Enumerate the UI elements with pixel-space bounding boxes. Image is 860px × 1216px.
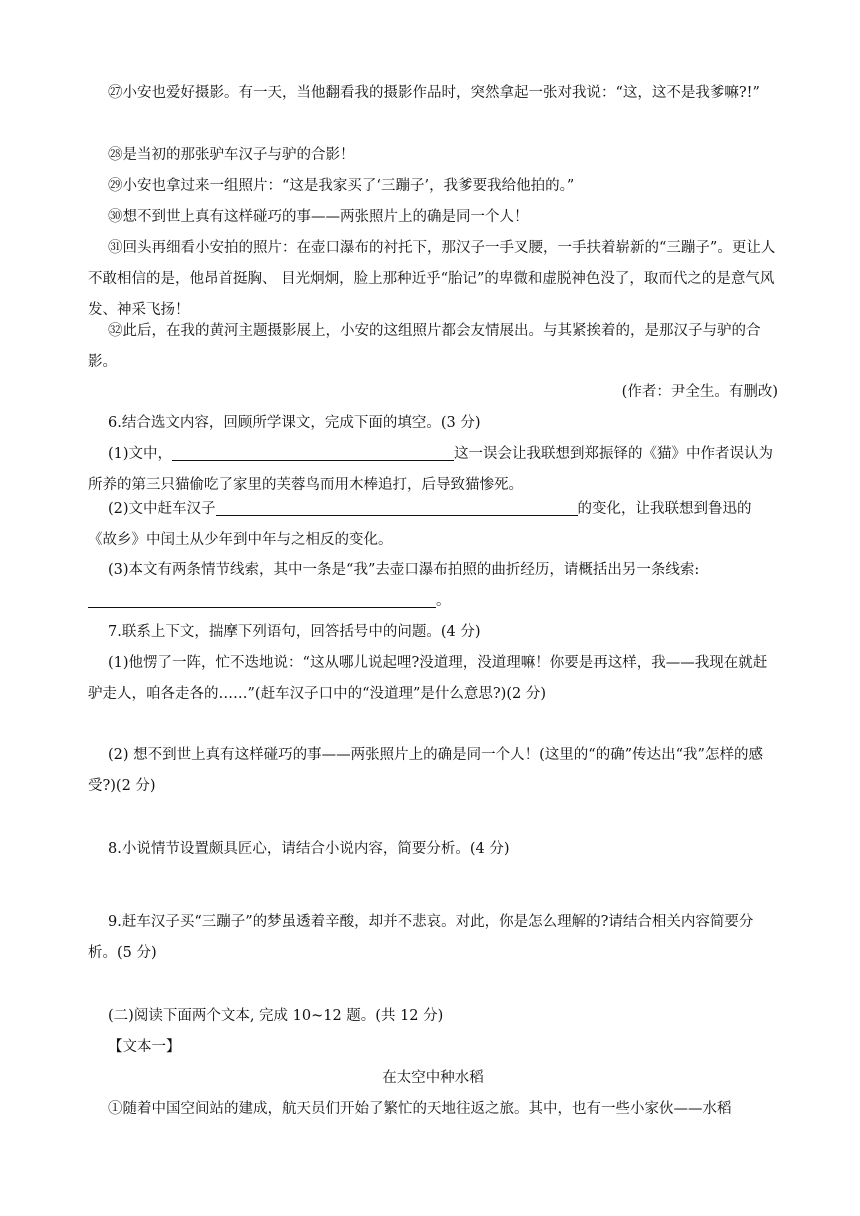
story-paragraph-29: ㉙小安也拿过来一组照片：“这是我家买了‘三蹦子’，我爹要我给他拍的。” [108, 178, 575, 194]
answer-blank-6-2[interactable] [216, 497, 578, 516]
author-note: (作者：尹全生。有删改) [621, 384, 778, 400]
question-6-1 [88, 439, 778, 501]
answer-blank-6-3[interactable] [88, 589, 436, 608]
question-7-1: (1)他愣了一阵，忙不迭地说：“这从哪儿说起哩?没道理，没道理嘛！你要是再这样，我——我现在就赶驴走人，咱各走各的……”(赶车汉子口中的“没道理”是什么意思?)(2 分) [88, 655, 768, 702]
question-6-3-end: 。 [436, 593, 451, 609]
article-title: 在太空中种水稻 [382, 1070, 484, 1086]
question-6-1-lead: (1)文中， [108, 446, 173, 462]
question-6-1-rest: 这一误会让我联想到郑振铎的《猫》中作者误认为所养的第三只猫偷吃了家里的芙蓉鸟而用木棒追打，后导致猫惨死。 [88, 446, 774, 493]
question-9: 9.赶车汉子买“三蹦子”的梦虽透着辛酸，却并不悲哀。对此，你是怎么理解的?请结合相关内容简要分析。(5 分) [88, 914, 754, 961]
question-6-2-lead: (2)文中赶车汉子 [108, 501, 216, 517]
section-2-heading: (二)阅读下面两个文本, 完成 10~12 题。(共 12 分) [108, 1008, 444, 1024]
story-paragraph-28: ㉘是当初的那张驴车汉子与驴的合影！ [108, 147, 355, 163]
question-8: 8.小说情节设置颇具匠心，请结合小说内容，简要分析。(4 分) [108, 841, 510, 857]
question-6-3-lead: (3)本文有两条情节线索，其中一条是“我”去壶口瀑布拍照的曲折经历，请概括出另一条线索: [108, 562, 700, 578]
story-paragraph-31: ㉛回头再细看小安拍的照片：在壶口瀑布的衬托下，那汉子一手叉腰，一手扶着崭新的“三蹦子”。更让人不敢相信的是，他昂首挺胸、 目光炯炯，脸上那种近乎“胎记”的卑微和虚脱神色没了，取而代之的是意气风发、神采飞扬！ [88, 240, 776, 318]
text-1-label: 【文本一】 [108, 1039, 181, 1055]
answer-blank-6-1[interactable] [172, 442, 454, 461]
question-7-2: (2) 想不到世上真有这样碰巧的事——两张照片上的确是同一个人！(这里的“的确”传达出“我”怎样的感受?)(2 分) [88, 747, 763, 794]
story-paragraph-32: ㉜此后，在我的黄河主题摄影展上，小安的这组照片都会友情展出。与其紧挨着的，是那汉子与驴的合影。 [88, 323, 761, 370]
article-paragraph-1: ①随着中国空间站的建成，航天员们开始了繁忙的天地往返之旅。其中，也有一些小家伙——水稻 [108, 1101, 732, 1117]
story-paragraph-30: ㉚想不到世上真有这样碰巧的事——两张照片上的确是同一个人！ [108, 209, 529, 225]
question-6-3 [88, 555, 778, 617]
question-6-2 [88, 494, 778, 556]
question-6: 6.结合选文内容，回顾所学课文，完成下面的填空。(3 分) [108, 415, 481, 431]
question-7: 7.联系上下文，揣摩下列语句，回答括号中的问题。(4 分) [108, 624, 481, 640]
story-paragraph-27: ㉗小安也爱好摄影。有一天，当他翻看我的摄影作品时，突然拿起一张对我说：“这，这不是我爹嘛?!” [108, 85, 760, 101]
question-6-2-rest: 的变化，让我联想到鲁迅的《故乡》中闰土从少年到中年与之相反的变化。 [88, 501, 752, 548]
